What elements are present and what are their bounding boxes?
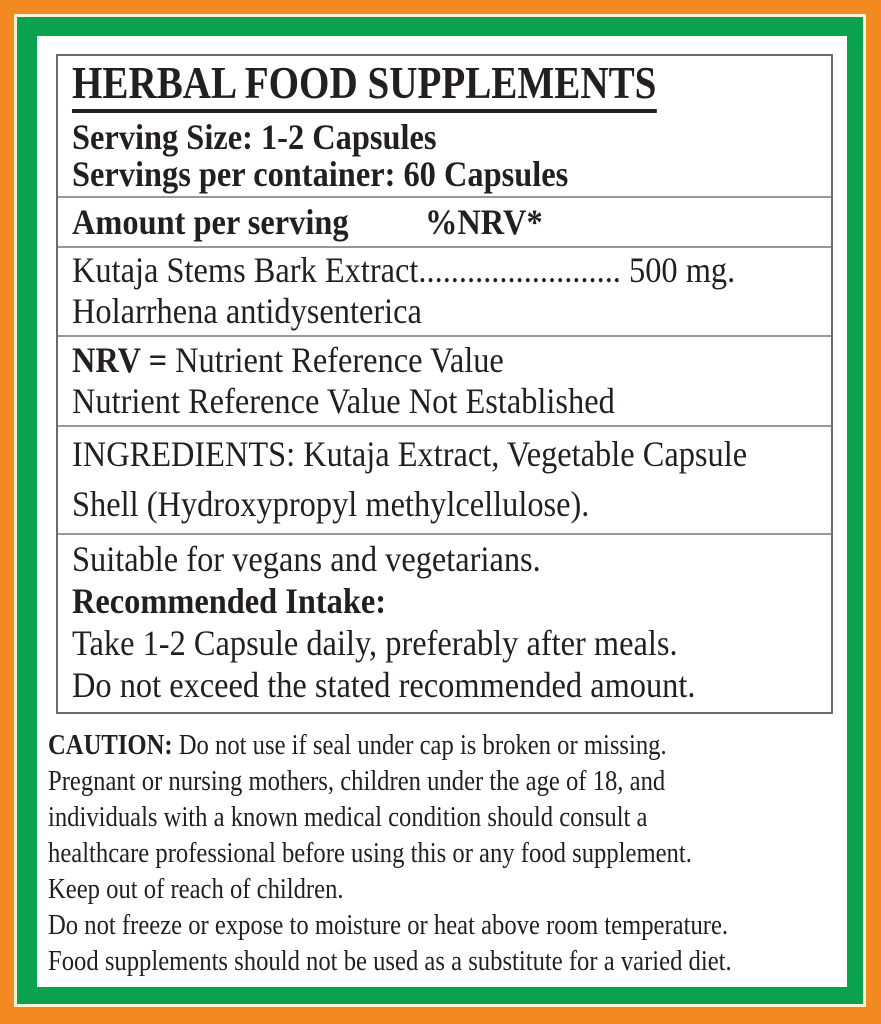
column-header-row: [58, 196, 831, 246]
botanical-name: Holarrhena antidysenterica: [72, 291, 422, 331]
supplement-row: [58, 246, 831, 335]
caution-line: Food supplements should not be used as a substitute for a varied diet.: [48, 946, 732, 977]
caution-line: Keep out of reach of children.: [48, 874, 344, 905]
supplement-amount: 500 mg.: [620, 250, 736, 290]
leader-dots: .........................: [418, 250, 621, 290]
caution-line: individuals with a known medical condition should consult a: [48, 802, 648, 833]
nrv-definition-label: NRV =: [72, 340, 168, 380]
panel-header-row: [58, 56, 831, 196]
nrv-note-row: [58, 335, 831, 425]
inner-green-border: [17, 17, 863, 1004]
ingredients-row: [58, 425, 831, 533]
caution-paragraph: [48, 728, 835, 980]
cream-divider-line: [14, 14, 866, 1007]
nrv-header: %NRV*: [425, 202, 544, 242]
nrv-not-established: Nutrient Reference Value Not Established: [72, 381, 615, 421]
servings-per-container-line: Servings per container: 60 Capsules: [72, 154, 569, 194]
caution-line: healthcare professional before using this or any food supplement.: [48, 838, 692, 869]
suitable-line: Suitable for vegans and vegetarians.: [72, 539, 541, 579]
recommended-intake-heading: Recommended Intake:: [72, 581, 387, 621]
intake-warning: Do not exceed the stated recommended amount.: [72, 665, 696, 705]
intake-instruction: Take 1-2 Capsule daily, preferably after meals.: [72, 623, 678, 663]
ingredients-line-1: INGREDIENTS: Kutaja Extract, Vegetable Capsule: [72, 434, 748, 474]
amount-per-serving-header: Amount per serving: [72, 202, 349, 242]
serving-size-line: Serving Size: 1-2 Capsules: [72, 117, 437, 157]
nrv-definition: NRV = Nutrient Reference Value: [72, 340, 504, 380]
usage-row: [58, 533, 831, 712]
label-background: [37, 36, 847, 987]
caution-line: Do not freeze or expose to moisture or heat above room temperature.: [48, 910, 729, 941]
panel-title: HERBAL FOOD SUPPLEMENTS: [72, 60, 656, 113]
supplement-entry: [72, 250, 735, 291]
supplement-facts-panel: [56, 54, 833, 714]
caution-label: CAUTION:: [48, 730, 173, 761]
caution-line: CAUTION: Do not use if seal under cap is broken or missing.: [48, 730, 667, 761]
ingredients-line-2: Shell (Hydroxypropyl methylcellulose).: [72, 484, 590, 524]
supplement-name: Kutaja Stems Bark Extract: [72, 250, 419, 290]
caution-line: Pregnant or nursing mothers, children under the age of 18, and: [48, 766, 666, 797]
